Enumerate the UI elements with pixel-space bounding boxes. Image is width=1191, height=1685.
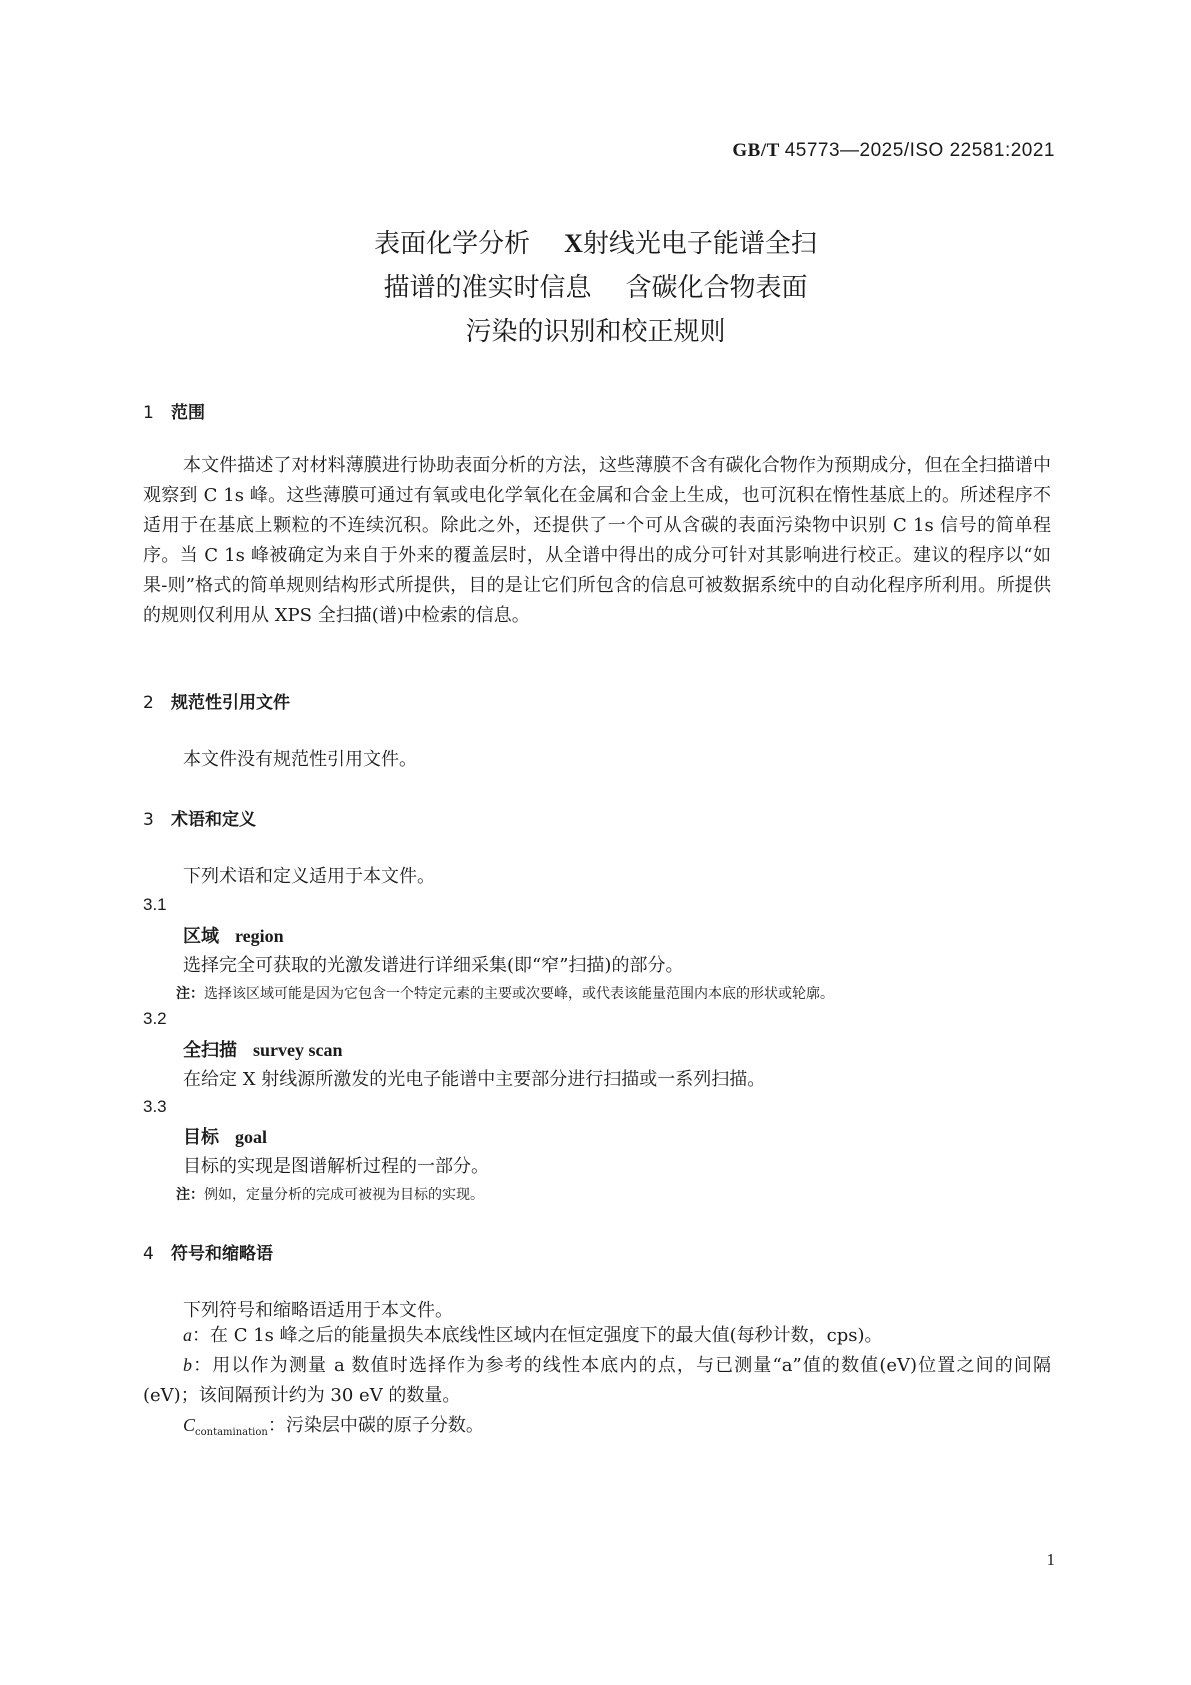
term-note: 注：例如，定量分析的完成可被视为目标的实现。 [176, 1187, 484, 1203]
document-title [0, 222, 1191, 354]
title-line-3: 污染的识别和校正规则 [465, 317, 726, 347]
term-heading: 区域 region [183, 926, 284, 947]
symbol-c-contamination: $C_{contamination}$：污染层中碳的原子分数。 [183, 1415, 484, 1438]
term-definition: 在给定 X 射线源所激发的光电子能谱中主要部分进行扫描或一系列扫描。 [183, 1069, 766, 1090]
term-heading: 全扫描 survey scan [183, 1040, 343, 1061]
term-number: 3.3 [143, 1097, 167, 1116]
term-definition: 目标的实现是图谱解析过程的一部分。 [183, 1156, 489, 1177]
section-3-heading: 3 术语和定义 [143, 810, 256, 830]
term-definition: 选择完全可获取的光激发谱进行详细采集(即“窄”扫描)的部分。 [183, 955, 684, 976]
term-number: 3.1 [143, 895, 167, 914]
standard-number: 45773—2025/ISO 22581:2021 [784, 140, 1055, 161]
term-note: 注：选择该区域可能是因为它包含一个特定元素的主要或次要峰，或代表该能量范围内本底的形状或轮廓。 [176, 986, 834, 1002]
section-1-heading: 1 范围 [143, 403, 205, 423]
document-code [732, 140, 1055, 162]
page-number: 1 [1046, 1550, 1055, 1569]
section-1-body: 本文件描述了对材料薄膜进行协助表面分析的方法，这些薄膜不含有碳化合物作为预期成分，但在全扫描谱中观察到 C 1s 峰。这些薄膜可通过有氧或电化学氧化在金属和合金上生成，也可沉积在惰性基底上的。所述程序不适用于在基底上颗粒的不连续沉积。除此之外，还提供了一个可从含碳的表面污染物中识别 C 1s 信号的简单程序。当 C 1s 峰被确定为来自于外来的覆盖层时，从全谱中得出的成分可针对其影响进行校正。建议的程序以“如果-则”格式的简单规则结构形式所提供，目的是让它们所包含的信息可被数据系统中的自动化程序所利用。所提供的规则仅利用从 XPS 全扫描(谱)中检索的信息。 [143, 455, 1051, 626]
title-line-1: 表面化学分析 X射线光电子能谱全扫 [374, 229, 817, 259]
section-4-intro: 下列符号和缩略语适用于本文件。 [183, 1300, 453, 1321]
section-2-body: 本文件没有规范性引用文件。 [183, 749, 417, 770]
section-3-intro: 下列术语和定义适用于本文件。 [183, 866, 435, 887]
section-2-heading: 2 规范性引用文件 [143, 693, 290, 713]
term-number: 3.2 [143, 1009, 167, 1028]
standard-prefix: GB/T [732, 140, 780, 161]
term-heading: 目标 goal [183, 1127, 268, 1148]
symbol-b: b：用以作为测量 a 数值时选择作为参考的线性本底内的点，与已测量“a”值的数值(eV)位置之间的间隔(eV)；该间隔预计约为 30 eV 的数量。 [143, 1355, 1051, 1406]
symbol-a: a：在 C 1s 峰之后的能量损失本底线性区域内在恒定强度下的最大值(每秒计数，cps)。 [183, 1325, 883, 1346]
section-4-heading: 4 符号和缩略语 [143, 1244, 273, 1264]
title-line-2: 描谱的准实时信息 含碳化合物表面 [383, 273, 808, 303]
